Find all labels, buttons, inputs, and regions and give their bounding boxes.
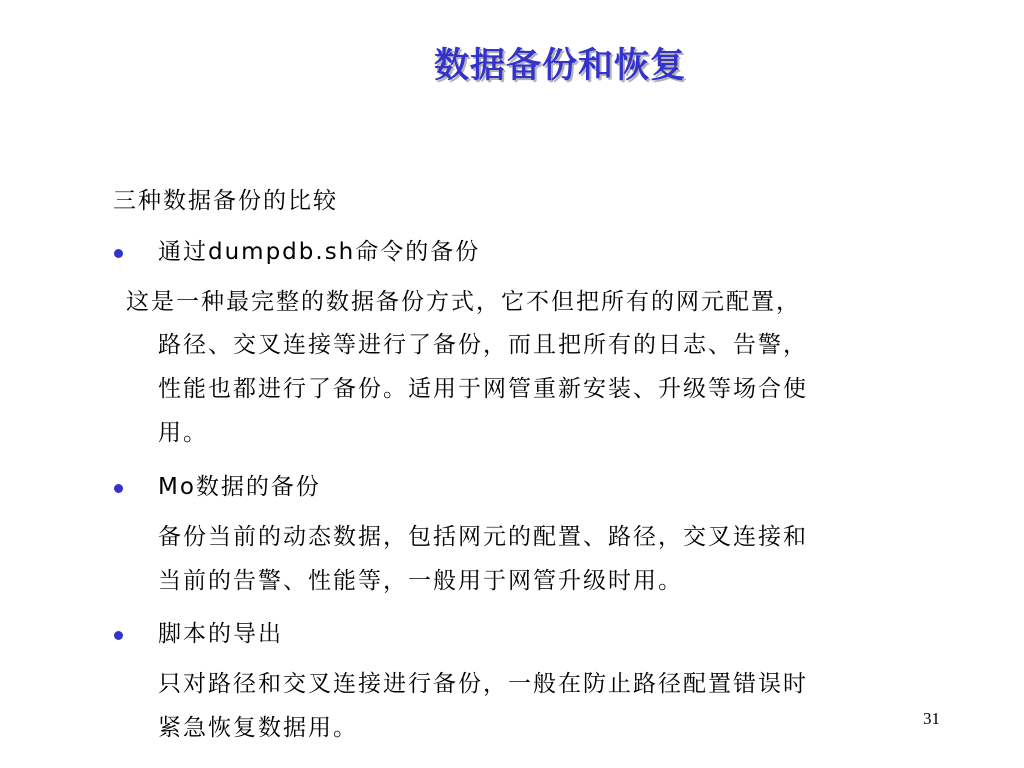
section-body-line: 路径、交叉连接等进行了备份，而且把所有的日志、告警， xyxy=(158,332,808,358)
section-heading: 通过dumpdb.sh命令的备份 xyxy=(158,239,481,265)
bullet-dot xyxy=(114,631,123,640)
bullet-dot xyxy=(114,249,123,258)
section-body-line: 紧急恢复数据用。 xyxy=(158,715,358,741)
section-body-line: 性能也都进行了备份。适用于网管重新安装、升级等场合使 xyxy=(158,376,808,402)
intro-text: 三种数据备份的比较 xyxy=(113,188,338,214)
section-heading: Mo数据的备份 xyxy=(158,474,321,500)
section-body-line: 只对路径和交叉连接进行备份，一般在防止路径配置错误时 xyxy=(158,671,808,697)
slide-title: 数据备份和恢复 xyxy=(433,46,686,86)
section-heading: 脚本的导出 xyxy=(158,621,283,647)
section-body-line: 备份当前的动态数据，包括网元的配置、路径，交叉连接和 xyxy=(158,524,808,550)
page-number: 31 xyxy=(923,709,940,728)
bullet-dot xyxy=(114,484,123,493)
section-body-line: 这是一种最完整的数据备份方式，它不但把所有的网元配置， xyxy=(126,289,801,315)
section-body-line: 当前的告警、性能等，一般用于网管升级时用。 xyxy=(158,568,683,594)
section-body-line: 用。 xyxy=(158,420,208,446)
